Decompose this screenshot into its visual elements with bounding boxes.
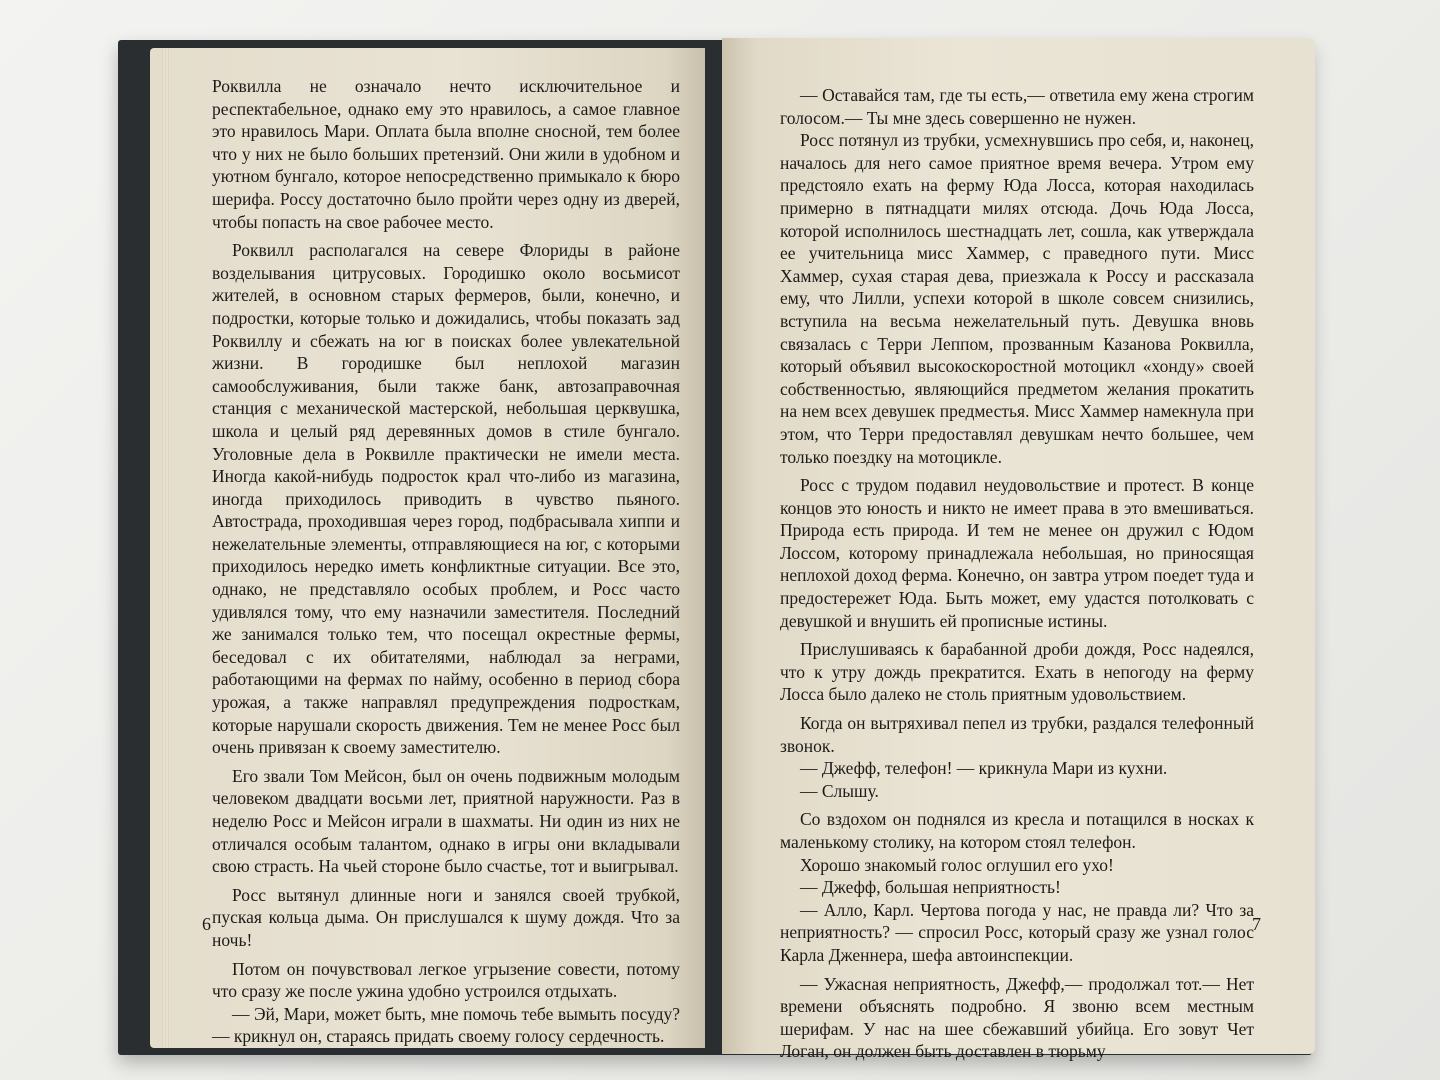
paragraph: — Ужасная неприятность, Джефф,— продолжал тот.— Нет времени объяснять подробно. Я звоню всем местным шерифам. У нас на шее сбежавший убийца. Его зовут Чет Логан, он должен быть доставлен в тюрьму — [780, 973, 1254, 1062]
paragraph: — Эй, Мари, может быть, мне помочь тебе вымыть посуду? — крикнул он, стараясь придать своему голосу сердечность. — [212, 1003, 680, 1047]
page-edge — [162, 48, 170, 1048]
left-page — [150, 48, 705, 1048]
paragraph: — Алло, Карл. Чертова погода у нас, не правда ли? Что за неприятность? — спросил Росс, который сразу же узнал голос Карла Дженнера, шефа автоинспекции. — [780, 899, 1254, 965]
paragraph: Роквилл располагался на севере Флориды в районе возделывания цитрусовых. Городишко около восьмисот жителей, в основном старых фермеров, были, конечно, и подростки, которые только и дожидались, чтобы показать зад Роквиллу и сбежать на юг в поисках более увлекательной жизни. В городишке был неплохой магазин самообслуживания, были также банк, автозаправочная станция с механической мастерской, небольшая церквушка, школа и целый ряд деревянных домов в стиле бунгало. Уголовные дела в Роквилле практически не имели места. Иногда какой-нибудь подросток крал что-либо из магазина, иногда приходилось приводить в чувство пьяного. Автострада, проходившая через город, подбрасывала хиппи и нежелательные элементы, отправляющиеся на юг, с которыми приходилось нередко иметь конфликтные ситуации. Все это, однако, не представляло особых проблем, и Росс часто удивлялся тому, что ему назначили заместителя. Последний же занимался только тем, что посещал окрестные фермы, беседовал с их обитателями, наблюдал за неграми, работающими на фермах по найму, особенно в период сбора урожая, а также направлял предупреждения подросткам, которые нарушали скорость движения. Тем не менее Росс был очень привязан к своему заместителю. — [212, 240, 680, 758]
right-page — [722, 38, 1315, 1062]
paragraph: — Слышу. — [800, 780, 879, 801]
paragraph: Прислушиваясь к барабанной дроби дождя, Росс надеялся, что к утру дождь прекратится. Ехать в непогоду на ферму Лосса было далеко не столь приятным удовольствием. — [780, 639, 1254, 705]
paragraph: Росс вытянул длинные ноги и занялся своей трубкой, пуская кольца дыма. Он прислушался к шуму дождя. Что за ночь! — [212, 884, 680, 950]
paragraph: — Джефф, телефон! — крикнула Мари из кухни. — [800, 758, 1168, 779]
paragraph: Росс потянул из трубки, усмехнувшись про себя, и, наконец, началось для него самое приятное время вечера. Утром ему предстояло ехать на ферму Юда Лосса, которая находилась примерно в пятнадцати милях отсюда. Дочь Юда Лосса, которой исполнилось шестнадцать лет, сошла, как утверждала ее учительница мисс Хаммер, с праведного пути. Мисс Хаммер, сухая старая дева, приезжала к Россу и рассказала ему, что Лилли, успехи которой в школе совсем снизились, вступила на весьма нежелательный путь. Девушка вновь связалась с Терри Леппом, прозванным Казанова Роквилла, который объявил высокоскоростной мотоцикл «хонду» своей собственностью, являющийся предметом желания прокатить на нем всех девушек предместья. Мисс Хаммер намекнула при этом, что Терри предоставлял девушкам нечто большее, чем только поездку на мотоцикле. — [780, 130, 1254, 467]
left-page-text — [212, 75, 680, 1048]
paragraph: Со вздохом он поднялся из кресла и потащился в носках к маленькому столику, на котором стоял телефон. — [780, 809, 1254, 852]
paragraph: Хорошо знакомый голос оглушил его ухо! — [800, 854, 1114, 875]
paragraph: — Оставайся там, где ты есть,— ответила ему жена строгим голосом.— Ты мне здесь совершенно не нужен. — [780, 85, 1254, 128]
right-page-text — [780, 84, 1254, 1063]
paragraph: Его звали Том Мейсон, был он очень подвижным молодым человеком двадцати восьми лет, приятной наружности. Раз в неделю Росс и Мейсон играли в шахматы. Ни один из них не отличался особым талантом, однако в игры они вкладывали свою страсть. На чьей стороне было счастье, тот и выигрывал. — [212, 765, 680, 877]
paragraph: Роквилла не означало нечто исключительное и респектабельное, однако ему это нравилось, а самое главное это нравилось Мари. Оплата была вполне сносной, тем более что у них не было больших претензий. Они жили в удобном и уютном бунгало, которое непосредственно примыкало к бюро шерифа. Россу достаточно было пройти через одну из дверей, чтобы попасть на свое рабочее место. — [212, 76, 680, 232]
paragraph: Росс с трудом подавил неудовольствие и протест. В конце концов это юность и никто не имеет права в это вмешиваться. Природа есть природа. И тем не менее он дружил с Юдом Лоссом, которому принадлежала небольшая, но приносящая неплохой доход ферма. Конечно, он завтра утром поедет туда и предостережет Юда. Быть может, ему удастся потолковать с девушкой и внушить ей прописные истины. — [780, 475, 1254, 631]
paragraph: Когда он вытряхивал пепел из трубки, раздался телефонный звонок. — [780, 713, 1254, 756]
page-number: 6 — [202, 914, 211, 934]
page-number: 7 — [1252, 914, 1261, 934]
paragraph: Потом он почувствовал легкое угрызение совести, потому что сразу же после ужина удобно устроился отдыхать. — [212, 958, 680, 1002]
paragraph: — Джефф, большая неприятность! — [800, 877, 1061, 898]
